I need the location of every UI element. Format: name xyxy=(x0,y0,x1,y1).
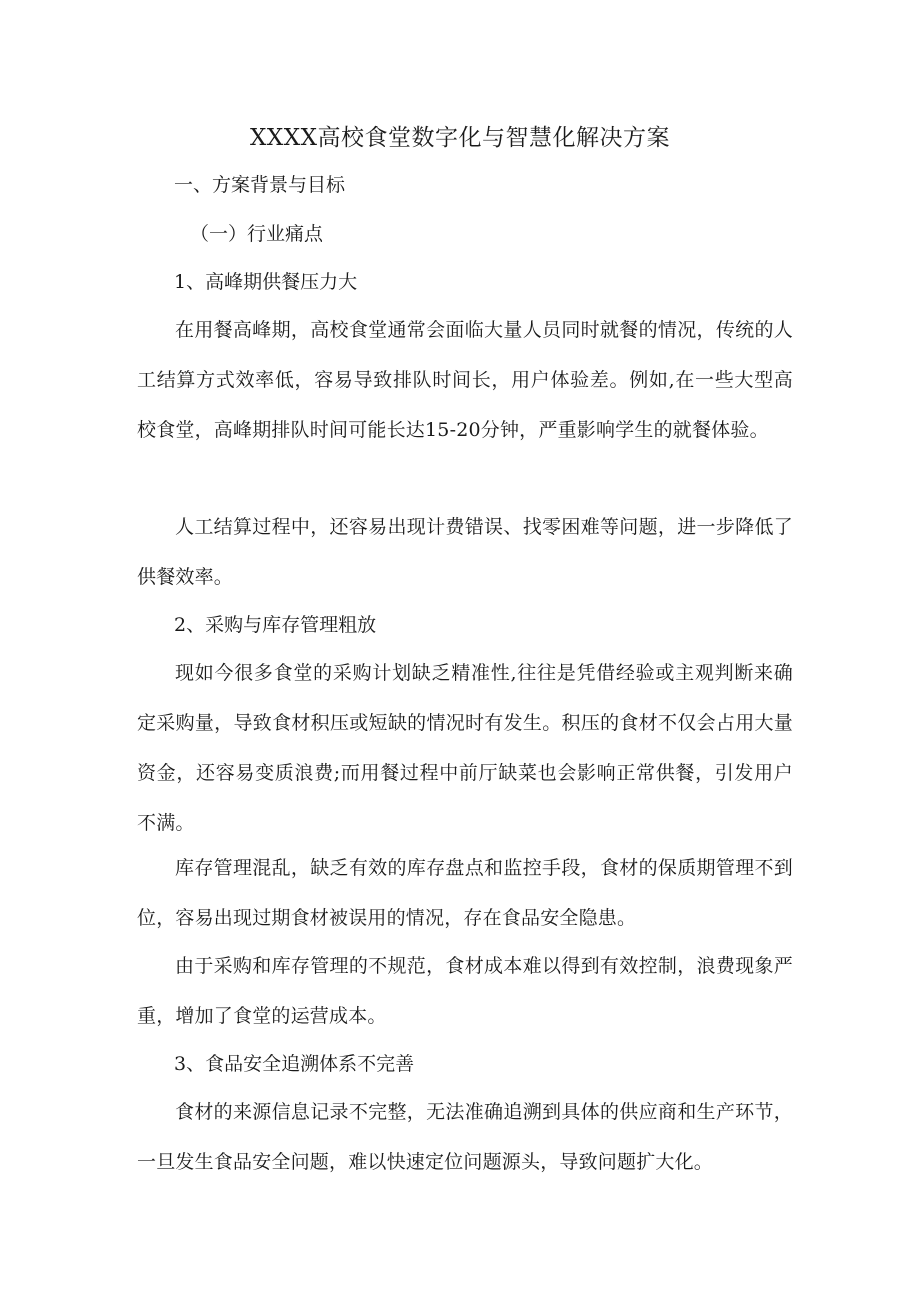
paragraph: 现如今很多食堂的采购计划缺乏精准性,往往是凭借经验或主观判断来确定采购量，导致食材积压或短缺的情况时有发生。积压的食材不仅会占用大量资金，还容易变质浪费;而用餐过程中前厅缺菜也会影响正常供餐，引发用户不满。 xyxy=(137,662,793,834)
document-title: XXXX高校食堂数字化与智慧化解决方案 xyxy=(250,125,670,151)
item-heading-2: 2、采购与库存管理粗放 xyxy=(174,614,377,636)
item-heading-1: 1、高峰期供餐压力大 xyxy=(174,271,358,293)
item-heading-3: 3、食品安全追溯体系不完善 xyxy=(174,1053,415,1075)
paragraph: 在用餐高峰期，高校食堂通常会面临大量人员同时就餐的情况，传统的人工结算方式效率低，容易导致排队时间长，用户体验差。例如,在一些大型高校食堂，高峰期排队时间可能长达15-20分钟，严重影响学生的就餐体验。 xyxy=(137,319,793,441)
paragraph: 由于采购和库存管理的不规范，食材成本难以得到有效控制，浪费现象严重，增加了食堂的运营成本。 xyxy=(137,955,793,1027)
section-heading: 一、方案背景与目标 xyxy=(174,174,346,196)
paragraph: 库存管理混乱，缺乏有效的库存盘点和监控手段，食材的保质期管理不到位，容易出现过期食材被误用的情况，存在食品安全隐患。 xyxy=(137,857,793,929)
paragraph: 食材的来源信息记录不完整，无法准确追溯到具体的供应商和生产环节，一旦发生食品安全问题，难以快速定位问题源头，导致问题扩大化。 xyxy=(137,1101,793,1173)
paragraph: 人工结算过程中，还容易出现计费错误、找零困难等问题，进一步降低了供餐效率。 xyxy=(137,516,793,588)
subsection-heading: （一）行业痛点 xyxy=(190,223,324,245)
